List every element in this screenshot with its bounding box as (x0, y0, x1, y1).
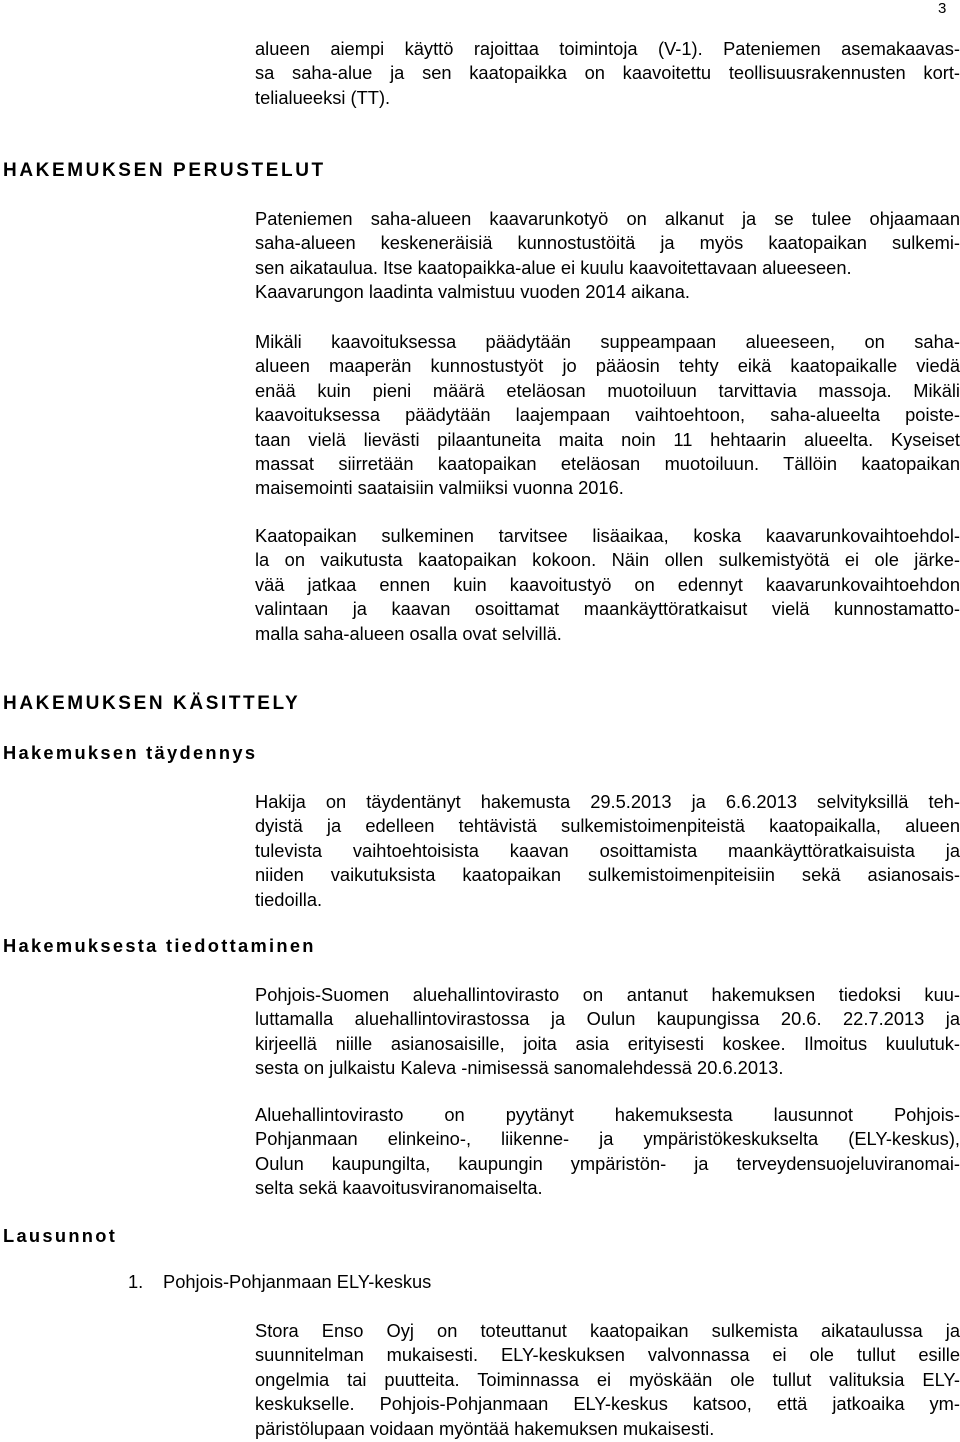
tiedottaminen-paragraph-1 (255, 983, 960, 1081)
perustelut-paragraph-2 (255, 330, 960, 501)
text-line: suunnitelman mukaisesti. ELY-keskuksen valvonnassa ei ole tullut esille (255, 1344, 960, 1366)
subheading-lausunnot: Lausunnot (3, 1225, 118, 1246)
text-line: maisemointi saataisiin valmiiksi vuonna 2016. (255, 477, 624, 499)
text-line: tulevista vaihtoehtoisista kaavan osoittamista maankäyttöratkaisuista ja (255, 839, 960, 861)
intro-paragraph (255, 37, 960, 110)
text-line: malla saha-alueen osalla ovat selvillä. (255, 622, 562, 644)
text-line: kaavoituksessa päädytään laajempaan vaihtoehtoon, saha-alueelta poiste- (255, 404, 960, 426)
text-line: la on vaikutusta kaatopaikan kokoon. Näin ollen sulkemistyötä ei ole järke- (255, 549, 960, 571)
perustelut-paragraph-1 (255, 207, 960, 305)
text-line: sesta on julkaistu Kaleva -nimisessä sanomalehdessä 20.6.2013. (255, 1057, 784, 1079)
section-heading-perustelut: HAKEMUKSEN PERUSTELUT (3, 160, 326, 181)
text-line: ongelmia tai puutteita. Toiminnassa ei myöskään ole tullut valituksia ELY- (255, 1368, 960, 1390)
text-line: vää jatkaa ennen kuin kaavoitustyö on edennyt kaavarunkovaihtoehdon (255, 573, 960, 595)
text-line: Hakija on täydentänyt hakemusta 29.5.2013 ja 6.6.2013 selvityksillä teh- (255, 791, 960, 812)
taydennys-paragraph (255, 790, 960, 912)
text-line: Kaatopaikan sulkeminen tarvitsee lisäaikaa, koska kaavarunkovaihtoehdol- (255, 525, 960, 546)
page-number: 3 (938, 0, 947, 17)
text-line: päristölupaan voidaan myöntää hakemuksen mukaisesti. (255, 1417, 715, 1439)
text-line: selta sekä kaavoitusviranomaiselta. (255, 1177, 543, 1199)
text-line: saha-alueen keskeneräisiä kunnostustöitä ja myös kaatopaikan sulkemi- (255, 232, 960, 254)
tiedottaminen-paragraph-2 (255, 1103, 960, 1201)
text-line: Stora Enso Oyj on toteuttanut kaatopaikan sulkemista aikataulussa ja (255, 1320, 960, 1341)
text-line: kirjeellä niille asianosaisille, joita asia erityisesti koskee. Ilmoitus kuulutuk- (255, 1032, 960, 1054)
text-line: luttamalla aluehallintovirastossa ja Oulun kaupungissa 20.6. 22.7.2013 ja (255, 1008, 960, 1030)
text-line: alueen maaperän kunnostustyöt jo pääosin tehty eikä kaatopaikalle viedä (255, 355, 960, 377)
perustelut-paragraph-3 (255, 524, 960, 646)
text-line: telialueeksi (TT). (255, 86, 391, 108)
text-line: tiedoilla. (255, 888, 323, 910)
subheading-tiedottaminen: Hakemuksesta tiedottaminen (3, 935, 316, 956)
lausunto-paragraph (255, 1319, 960, 1441)
text-line: sa saha-alue ja sen kaatopaikka on kaavoitettu teollisuusrakennusten kort- (255, 62, 960, 84)
text-line: Kaavarungon laadinta valmistuu vuoden 2014 aikana. (255, 281, 691, 303)
text-line: niiden vaikutuksista kaatopaikan sulkemistoimenpiteisiin sekä asianosais- (255, 864, 960, 886)
text-line: Pateniemen saha-alueen kaavarunkotyö on alkanut ja se tulee ohjaamaan (255, 208, 960, 229)
text-line: valintaan ja kaavan osoittamat maankäyttöratkaisut vielä kunnostamatto- (255, 598, 960, 620)
text-line: dyistä ja edelleen tehtävistä sulkemistoimenpiteistä kaatopaikalla, alueen (255, 815, 960, 837)
text-line: keskukselle. Pohjois-Pohjanmaan ELY-keskus katsoo, että jatkoaika ym- (255, 1393, 960, 1415)
text-line: Mikäli kaavoituksessa päädytään suppeampaan alueeseen, on saha- (255, 331, 960, 352)
text-line: sen aikataulua. Itse kaatopaikka-alue ei kuulu kaavoitettavaan alueeseen. (255, 256, 852, 278)
text-line: alueen aiempi käyttö rajoittaa toimintoja (V-1). Pateniemen asemakaavas- (255, 38, 960, 59)
text-line: Aluehallintovirasto on pyytänyt hakemuksesta lausunnot Pohjois- (255, 1104, 960, 1125)
text-line: Pohjois-Suomen aluehallintovirasto on antanut hakemuksen tiedoksi kuu- (255, 984, 960, 1005)
subheading-taydennys: Hakemuksen täydennys (3, 742, 258, 763)
text-line: massat siirretään kaatopaikan eteläosan muotoiluun. Tällöin kaatopaikan (255, 453, 960, 475)
text-line: taan vielä lievästi pilaantuneita maita noin 11 hehtaarin alueelta. Kyseiset (255, 428, 960, 450)
text-line: Pohjanmaan elinkeino-, liikenne- ja ympäristökeskukselta (ELY-keskus), (255, 1128, 960, 1150)
list-item-number: 1. (128, 1271, 144, 1292)
text-line: enää kuin pieni määrä eteläosan muotoiluun tarvittavia massoja. Mikäli (255, 379, 960, 401)
text-line: Oulun kaupungilta, kaupungin ympäristön- ja terveydensuojeluviranomai- (255, 1152, 960, 1174)
section-heading-kasittely: HAKEMUKSEN KÄSITTELY (3, 693, 301, 714)
list-item-title: Pohjois-Pohjanmaan ELY-keskus (163, 1271, 432, 1292)
